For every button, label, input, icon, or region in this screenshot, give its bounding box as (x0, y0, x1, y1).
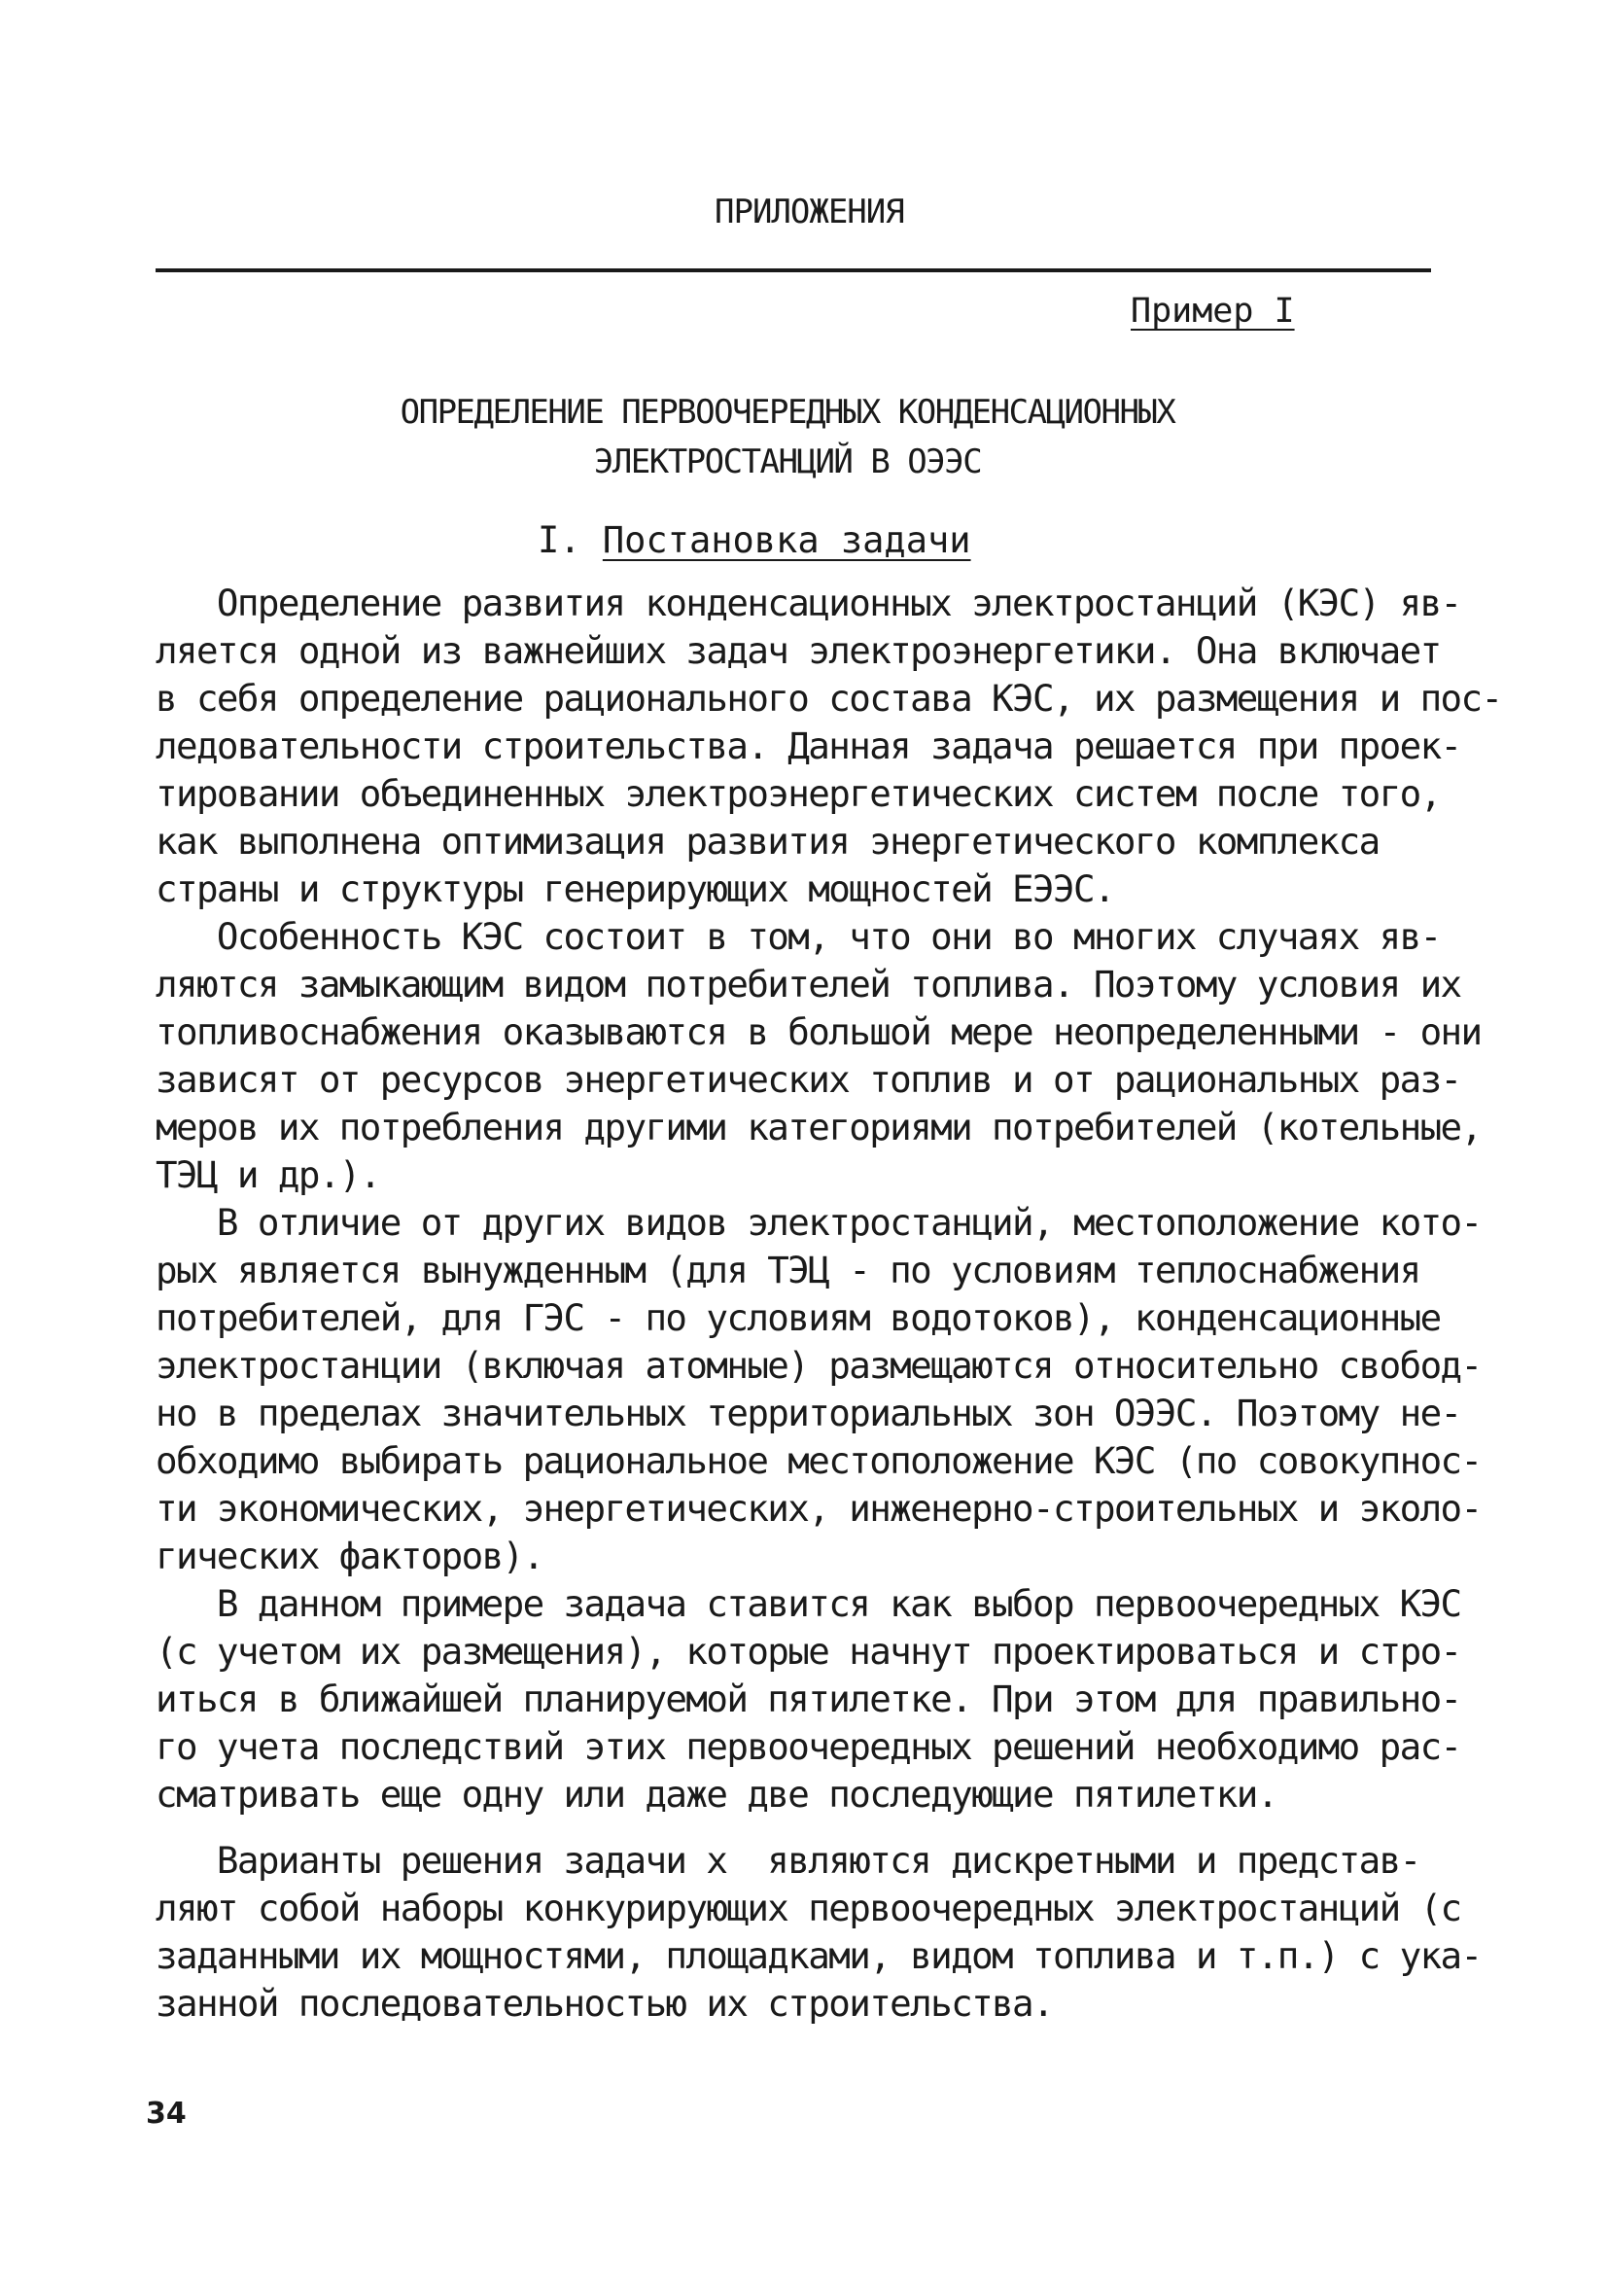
body-line: электростанции (включая атомные) размещаются относительно свобод- (156, 1344, 1482, 1387)
subheading (538, 519, 971, 561)
body-line: заданными их мощностями, площадками, видом топлива и т.п.) с ука- (156, 1934, 1482, 1977)
body-line: ледовательности строительства. Данная задача решается при проек- (156, 724, 1461, 767)
title-line-1: ОПРЕДЕЛЕНИЕ ПЕРВООЧЕРЕДНЫХ КОНДЕНСАЦИОННЫХ (400, 393, 1175, 432)
body-line: (с учетом их размещения), которые начнут проектироваться и стро- (156, 1630, 1461, 1673)
body-line: го учета последствий этих первоочередных решений необходимо рас- (156, 1725, 1461, 1768)
body-line: страны и структуры генерирующих мощностей ЕЭЭС. (156, 867, 1114, 910)
body-line: топливоснабжения оказываются в большой мере неопределенными - они (156, 1010, 1482, 1053)
body-line: потребителей, для ГЭС - по условиям водотоков), конденсационные (156, 1296, 1441, 1339)
body-line: Особенность КЭС состоит в том, что они во многих случаях яв- (156, 915, 1441, 958)
body-line: тировании объединенных электроэнергетических систем после того, (156, 772, 1441, 815)
body-line: в себя определение рационального состава КЭС, их размещения и пос- (156, 677, 1502, 720)
subheading-number: I. (538, 519, 581, 561)
body-line: занной последовательностью их строительства. (156, 1982, 1053, 2025)
body-line: обходимо выбирать рациональное местоположение КЭС (по совокупнос- (156, 1439, 1482, 1482)
body-line: ляется одной из важнейших задач электроэнергетики. Она включает (156, 629, 1441, 672)
body-line: ти экономических, энергетических, инженерно-строительных и эколо- (156, 1487, 1482, 1530)
body-line: В отличие от других видов электростанций, местоположение кото- (156, 1201, 1482, 1244)
body-line: гических факторов). (156, 1535, 543, 1577)
body-line: В данном примере задача ставится как выбор первоочередных КЭС (156, 1582, 1461, 1625)
body-line: ляются замыкающим видом потребителей топлива. Поэтому условия их (156, 963, 1461, 1006)
body-line: но в пределах значительных территориальных зон ОЭЭС. Поэтому не- (156, 1392, 1461, 1434)
body-line: Определение развития конденсационных электростанций (КЭС) яв- (156, 582, 1461, 624)
section-header: ПРИЛОЖЕНИЯ (715, 193, 904, 231)
body-line: Варианты решения задачи x являются дискретными и представ- (156, 1839, 1420, 1882)
header-rule (156, 268, 1431, 272)
title-line-2: ЭЛЕКТРОСТАНЦИЙ В ОЭЭС (593, 442, 982, 481)
body-line: иться в ближайшей планируемой пятилетке. При этом для правильно- (156, 1678, 1461, 1720)
body-line: как выполнена оптимизация развития энергетического комплекса (156, 820, 1380, 863)
body-line: ляют собой наборы конкурирующих первоочередных электростанций (с (156, 1887, 1461, 1929)
body-line: меров их потребления другими категориями потребителей (котельные, (156, 1106, 1482, 1148)
example-label: Пример I (1131, 292, 1295, 331)
subheading-text: Постановка задачи (602, 519, 971, 561)
page-number: 34 (146, 2097, 187, 2131)
body-line: ТЭЦ и др.). (156, 1153, 380, 1196)
body-line: зависят от ресурсов энергетических топлив и от рациональных раз- (156, 1058, 1461, 1101)
body-line: сматривать еще одну или даже две последующие пятилетки. (156, 1773, 1277, 1816)
body-line: рых является вынужденным (для ТЭЦ - по условиям теплоснабжения (156, 1249, 1420, 1291)
